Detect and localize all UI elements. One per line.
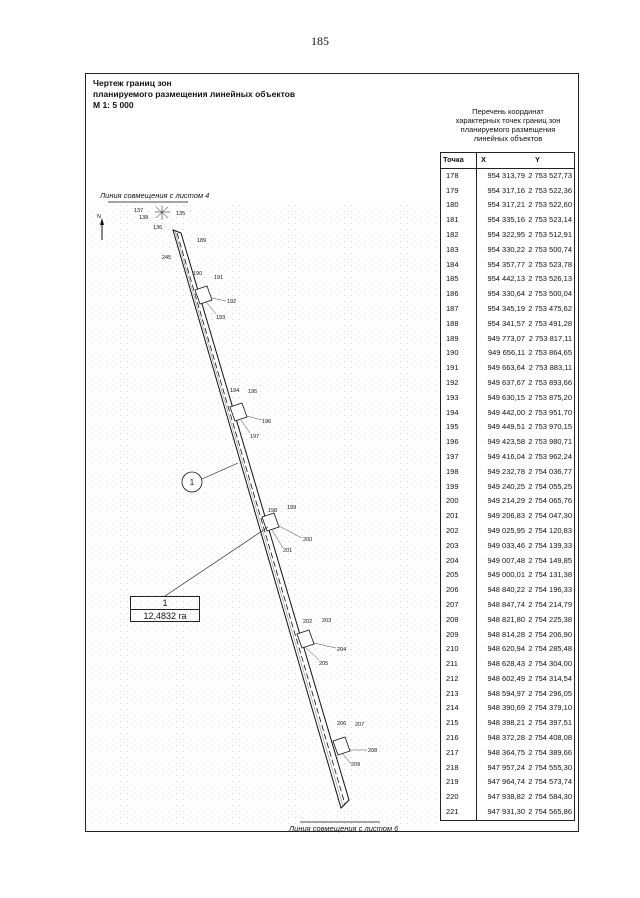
caption-line: планируемого размещения (460, 125, 556, 134)
cell-x: 949 033,46 (487, 540, 525, 550)
cell-y: 2 754 397,51 (528, 718, 572, 728)
cell-y: 2 754 408,08 (528, 733, 572, 743)
cell-point: 214 (441, 701, 477, 716)
cell-point: 188 (441, 317, 477, 332)
cell-point: 202 (441, 524, 477, 539)
cell-y: 2 754 214,79 (528, 599, 572, 609)
point-label-138: 138 (139, 215, 149, 221)
cell-y: 2 754 573,74 (528, 777, 572, 787)
point-label-189: 189 (197, 238, 207, 244)
cell-point: 190 (441, 346, 477, 361)
cell-point: 200 (441, 494, 477, 509)
point-label-193: 193 (216, 315, 226, 321)
header-point: Точка (441, 153, 477, 169)
cell-x: 949 206,83 (487, 511, 525, 521)
cell-x: 954 357,77 (487, 259, 525, 269)
cell-x: 948 628,43 (487, 659, 525, 669)
cell-point: 198 (441, 465, 477, 480)
point-label-204: 204 (337, 647, 347, 653)
cell-y: 2 753 512,91 (528, 229, 572, 239)
point-label-207: 207 (355, 722, 365, 728)
cell-point: 213 (441, 687, 477, 702)
cell-y: 2 753 883,11 (528, 363, 572, 373)
point-label-192: 192 (227, 299, 237, 305)
cell-point: 218 (441, 761, 477, 776)
cell-y: 2 753 500,74 (528, 244, 572, 254)
cell-y: 2 753 951,70 (528, 407, 572, 417)
point-label-135: 135 (176, 211, 186, 217)
cell-x: 948 602,49 (487, 673, 525, 683)
cell-x: 949 663,64 (487, 363, 525, 373)
cell-point: 196 (441, 435, 477, 450)
cell-point: 203 (441, 539, 477, 554)
point-label-208: 208 (368, 748, 378, 754)
cell-point: 212 (441, 672, 477, 687)
cell-x: 948 364,75 (487, 747, 525, 757)
cell-x: 949 630,15 (487, 392, 525, 402)
cell-y: 2 754 389,66 (528, 747, 572, 757)
cell-y: 2 753 970,15 (528, 422, 572, 432)
cell-x: 954 317,16 (487, 185, 525, 195)
cell-x: 949 449,51 (487, 422, 525, 432)
cell-point: 199 (441, 480, 477, 495)
cell-x: 954 345,19 (487, 303, 525, 313)
cell-y: 2 754 196,33 (528, 585, 572, 595)
cell-y: 2 754 225,38 (528, 614, 572, 624)
cell-point: 205 (441, 568, 477, 583)
cell-x: 947 957,24 (487, 762, 525, 772)
cell-y: 2 753 491,28 (528, 318, 572, 328)
cell-x: 954 317,21 (487, 200, 525, 210)
cell-x: 949 773,07 (487, 333, 525, 343)
point-label-201: 201 (283, 548, 293, 554)
point-label-137: 137 (134, 208, 144, 214)
cell-y: 2 754 584,30 (528, 792, 572, 802)
cell-x: 948 390,69 (487, 703, 525, 713)
cell-y: 2 754 555,30 (528, 762, 572, 772)
zone-area-box (130, 596, 200, 622)
cell-x: 948 398,21 (487, 718, 525, 728)
cell-point: 183 (441, 243, 477, 258)
cell-y: 2 754 065,76 (528, 496, 572, 506)
point-label-203: 203 (322, 618, 332, 624)
cell-point: 217 (441, 746, 477, 761)
cell-y: 2 753 980,71 (528, 437, 572, 447)
cell-y: 2 754 206,90 (528, 629, 572, 639)
cell-x: 948 840,22 (487, 585, 525, 595)
cell-x: 947 931,30 (487, 807, 525, 817)
cell-point: 209 (441, 628, 477, 643)
cell-point: 194 (441, 406, 477, 421)
cell-x: 949 240,25 (487, 481, 525, 491)
cell-x: 948 847,74 (487, 599, 525, 609)
cell-point: 179 (441, 184, 477, 199)
cell-x: 949 416,04 (487, 451, 525, 461)
cell-x: 949 025,95 (487, 525, 525, 535)
cell-x: 948 594,97 (487, 688, 525, 698)
point-label-195: 195 (248, 389, 258, 395)
point-label-190: 190 (193, 271, 203, 277)
cell-x: 954 330,22 (487, 244, 525, 254)
cell-y: 2 753 962,24 (528, 451, 572, 461)
cell-y: 2 753 523,14 (528, 215, 572, 225)
title-line-1: Чертеж границ зон (93, 78, 172, 88)
point-label-209: 209 (351, 762, 361, 768)
cell-point: 204 (441, 554, 477, 569)
header-x: X (477, 153, 526, 169)
cell-x: 949 442,00 (487, 407, 525, 417)
cell-x: 949 232,78 (487, 466, 525, 476)
cell-point: 178 (441, 168, 477, 183)
zone-number: 1 (131, 597, 199, 610)
title-line-2: планируемого размещения линейных объектов (93, 89, 296, 99)
cell-y: 2 753 522,36 (528, 185, 572, 195)
cell-point: 185 (441, 272, 477, 287)
scale-label: М 1: 5 000 (93, 100, 134, 110)
cell-point: 207 (441, 598, 477, 613)
cell-x: 954 330,64 (487, 289, 525, 299)
cell-y: 2 754 120,83 (528, 525, 572, 535)
cell-x: 949 423,58 (487, 437, 525, 447)
point-label-197: 197 (250, 434, 260, 440)
cell-point: 191 (441, 361, 477, 376)
cell-point: 201 (441, 509, 477, 524)
top-match-line-label: Линия совмещения с листом 4 (100, 191, 210, 200)
cell-x: 949 214,29 (487, 496, 525, 506)
cell-y: 2 753 817,11 (528, 333, 572, 343)
caption-line: линейных объектов (473, 134, 543, 143)
cell-point: 219 (441, 775, 477, 790)
point-label-198: 198 (268, 508, 278, 514)
cell-x: 949 000,01 (487, 570, 525, 580)
cell-y: 2 753 522,60 (528, 200, 572, 210)
point-label-200: 200 (303, 537, 313, 543)
cell-point: 192 (441, 376, 477, 391)
cell-y: 2 754 379,10 (528, 703, 572, 713)
cell-point: 181 (441, 213, 477, 228)
cell-point: 180 (441, 198, 477, 213)
zone-marker-label: 1 (189, 478, 195, 487)
cell-x: 947 938,82 (487, 792, 525, 802)
point-label-191: 191 (214, 275, 224, 281)
cell-point: 220 (441, 790, 477, 805)
point-label-194: 194 (230, 388, 240, 394)
cell-point: 195 (441, 420, 477, 435)
cell-x: 949 637,67 (487, 377, 525, 387)
cell-point: 189 (441, 332, 477, 347)
cell-x: 954 442,13 (487, 274, 525, 284)
cell-point: 186 (441, 287, 477, 302)
header-y: Y (525, 153, 575, 169)
cell-y: 2 754 296,05 (528, 688, 572, 698)
bottom-match-line-label: Линия совмещения с листом 6 (289, 824, 399, 833)
zone-area: 12,4832 га (143, 611, 187, 621)
cell-point: 210 (441, 642, 477, 657)
cell-y: 2 754 036,77 (528, 466, 572, 476)
cell-y: 2 754 131,38 (528, 570, 572, 580)
caption-line: характерных точек границ зон (455, 116, 561, 125)
cell-x: 948 372,28 (487, 733, 525, 743)
cell-x: 948 620,94 (487, 644, 525, 654)
cell-y: 2 754 055,25 (528, 481, 572, 491)
cell-y: 2 753 864,65 (528, 348, 572, 358)
cell-y: 2 754 314,54 (528, 673, 572, 683)
cell-point: 208 (441, 613, 477, 628)
cell-y: 2 754 047,30 (528, 511, 572, 521)
cell-point: 206 (441, 583, 477, 598)
cell-point: 211 (441, 657, 477, 672)
cell-point: 182 (441, 228, 477, 243)
cell-y: 2 753 500,04 (528, 289, 572, 299)
cell-y: 2 754 304,00 (528, 659, 572, 669)
cell-y: 2 754 139,33 (528, 540, 572, 550)
cell-x: 948 814,28 (487, 629, 525, 639)
cell-x: 948 821,80 (487, 614, 525, 624)
cell-y: 2 754 149,85 (528, 555, 572, 565)
cell-x: 954 335,16 (487, 215, 525, 225)
page-number: 185 (311, 34, 329, 48)
cell-y: 2 753 527,73 (528, 170, 572, 180)
cell-y: 2 753 526,13 (528, 274, 572, 284)
cell-point: 184 (441, 258, 477, 273)
cell-y: 2 753 893,66 (528, 377, 572, 387)
cell-y: 2 753 523,78 (528, 259, 572, 269)
cell-y: 2 754 565,86 (528, 807, 572, 817)
cell-x: 947 964,74 (487, 777, 525, 787)
cell-x: 954 322,95 (487, 229, 525, 239)
cell-x: 954 341,57 (487, 318, 525, 328)
cell-y: 2 753 475,62 (528, 303, 572, 313)
point-label-196: 196 (262, 419, 272, 425)
point-label-136: 136 (153, 225, 163, 231)
point-label-202: 202 (303, 619, 313, 625)
cell-point: 221 (441, 805, 477, 820)
point-label-199: 199 (287, 505, 297, 511)
cell-point: 197 (441, 450, 477, 465)
point-label-206: 206 (337, 721, 347, 727)
cell-y: 2 753 875,20 (528, 392, 572, 402)
north-letter: N (97, 214, 101, 220)
cell-y: 2 754 285,48 (528, 644, 572, 654)
cell-x: 949 007,48 (487, 555, 525, 565)
cell-point: 216 (441, 731, 477, 746)
point-label-205: 205 (319, 661, 329, 667)
cell-point: 187 (441, 302, 477, 317)
caption-line: Перечень координат (472, 107, 544, 116)
point-label-245: 245 (162, 255, 172, 261)
cell-point: 193 (441, 391, 477, 406)
cell-point: 215 (441, 716, 477, 731)
cell-x: 949 656,11 (488, 348, 525, 358)
cell-x: 954 313,79 (487, 170, 525, 180)
